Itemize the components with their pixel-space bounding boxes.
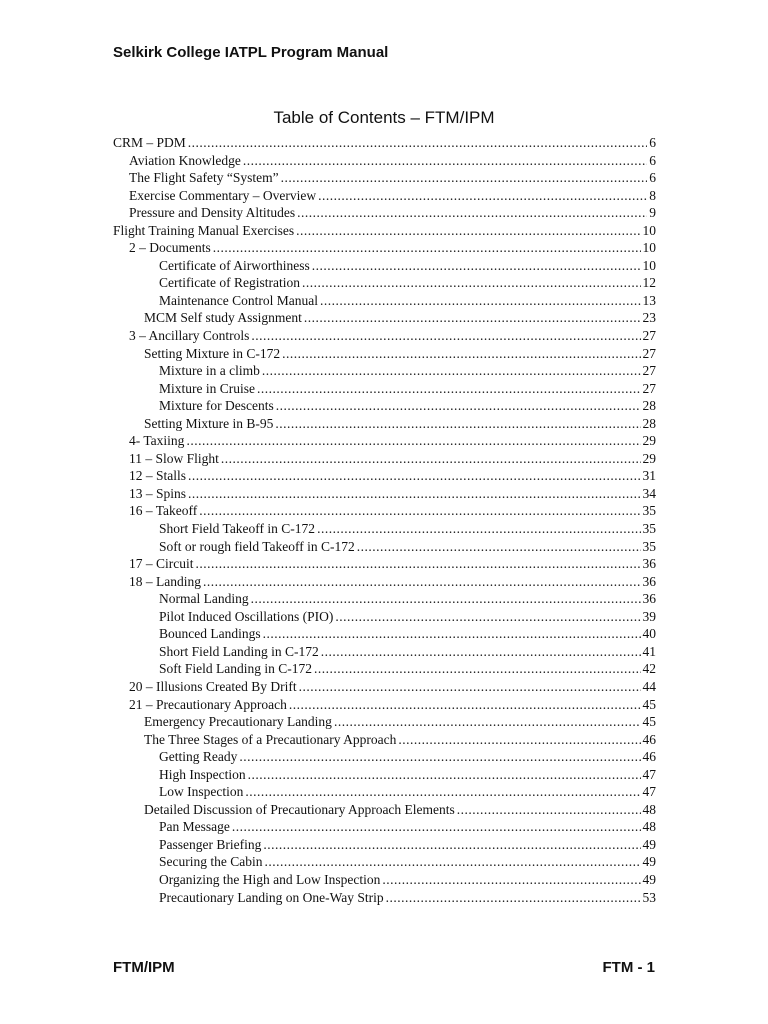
toc-entry[interactable] [113, 397, 656, 415]
dot-leader [275, 415, 640, 433]
dot-leader [320, 292, 641, 310]
toc-entry-label: The Flight Safety “System” [129, 170, 279, 186]
toc-entry-label: 20 – Illusions Created By Drift [129, 678, 297, 694]
dot-leader [321, 643, 641, 661]
toc-entry-page: 45 [642, 714, 656, 730]
toc-entry[interactable] [113, 538, 656, 556]
dot-leader [203, 573, 641, 591]
toc-entry-page: 46 [642, 749, 656, 765]
toc-entry[interactable] [113, 678, 656, 696]
dot-leader [312, 257, 641, 275]
toc-entry[interactable] [113, 204, 656, 222]
dot-leader [251, 327, 640, 345]
toc-entry-label: Normal Landing [159, 591, 249, 607]
toc-entry-label: Setting Mixture in C-172 [144, 345, 281, 361]
toc-entry-label: 12 – Stalls [129, 468, 187, 484]
toc-entry[interactable] [113, 660, 656, 678]
dot-leader [232, 818, 641, 836]
dot-leader [276, 397, 641, 415]
toc-entry-label: Getting Ready [159, 749, 238, 765]
toc-entry[interactable] [113, 362, 656, 380]
toc-entry-label: Mixture in Cruise [159, 380, 255, 396]
toc-entry[interactable] [113, 608, 656, 626]
toc-entry-label: Precautionary Landing on One-Way Strip [159, 889, 384, 905]
toc-entry[interactable] [113, 801, 656, 819]
dot-leader [199, 502, 640, 520]
toc-entry-page: 42 [642, 661, 656, 677]
toc-entry-label: 4- Taxiing [129, 433, 185, 449]
dot-leader [245, 783, 640, 801]
toc-entry-page: 48 [642, 801, 656, 817]
toc-entry-page: 45 [642, 696, 656, 712]
dot-leader [188, 134, 647, 152]
toc-entry[interactable] [113, 467, 656, 485]
toc-entry-label: Bounced Landings [159, 626, 261, 642]
dot-leader [302, 274, 641, 292]
dot-leader [317, 520, 640, 538]
toc-entry-label: Detailed Discussion of Precautionary Approach Elements [144, 801, 455, 817]
toc-entry-page: 36 [642, 591, 656, 607]
dot-leader [263, 625, 641, 643]
toc-entry[interactable] [113, 187, 656, 205]
toc-entry-page: 6 [649, 170, 656, 186]
toc-entry-label: Exercise Commentary – Overview [129, 187, 317, 203]
toc-entry-label: 3 – Ancillary Controls [129, 328, 250, 344]
dot-leader [382, 871, 640, 889]
toc-entry[interactable] [113, 731, 656, 749]
toc-entry[interactable] [113, 871, 656, 889]
toc-entry-label: Setting Mixture in B-95 [144, 415, 274, 431]
toc-entry-label: Organizing the High and Low Inspection [159, 871, 381, 887]
toc-entry[interactable] [113, 257, 656, 275]
dot-leader [314, 660, 641, 678]
toc-entry[interactable] [113, 309, 656, 327]
toc-entry-page: 46 [642, 731, 656, 747]
toc-entry-label: Soft Field Landing in C-172 [159, 661, 312, 677]
toc-entry-label: 16 – Takeoff [129, 503, 198, 519]
toc-entry-label: Pressure and Density Altitudes [129, 205, 296, 221]
toc-entry[interactable] [113, 713, 656, 731]
toc-entry-page: 49 [642, 871, 656, 887]
toc-entry-page: 39 [642, 608, 656, 624]
toc-entry-label: Emergency Precautionary Landing [144, 714, 332, 730]
page-title: Table of Contents – FTM/IPM [273, 108, 495, 127]
dot-leader [263, 836, 640, 854]
toc-entry[interactable] [113, 555, 656, 573]
toc-entry-label: 18 – Landing [129, 573, 201, 589]
dot-leader [239, 748, 640, 766]
toc-entry-page: 29 [642, 450, 656, 466]
dot-leader [251, 590, 641, 608]
dot-leader [243, 152, 647, 170]
toc-entry-label: 2 – Documents [129, 240, 211, 256]
dot-leader [357, 538, 641, 556]
toc-entry[interactable] [113, 520, 656, 538]
toc-entry[interactable] [113, 502, 656, 520]
toc-entry[interactable] [113, 748, 656, 766]
toc-entry-page: 10 [642, 257, 656, 273]
toc-entry[interactable] [113, 450, 656, 468]
toc-entry-page: 28 [642, 415, 656, 431]
dot-leader [398, 731, 640, 749]
toc-entry-label: Certificate of Airworthiness [159, 257, 310, 273]
toc-entry-page: 28 [642, 398, 656, 414]
toc-entry-page: 41 [642, 643, 656, 659]
toc-entry-label: MCM Self study Assignment [144, 310, 302, 326]
toc-entry[interactable] [113, 783, 656, 801]
toc-entry[interactable] [113, 836, 656, 854]
toc-entry[interactable] [113, 573, 656, 591]
toc-entry-page: 13 [642, 292, 656, 308]
dot-leader [289, 696, 641, 714]
table-of-contents [113, 134, 656, 906]
dot-leader [386, 889, 641, 907]
toc-entry-page: 27 [642, 345, 656, 361]
dot-leader [264, 853, 640, 871]
toc-entry[interactable] [113, 696, 656, 714]
dot-leader [304, 309, 641, 327]
toc-entry-label: 11 – Slow Flight [129, 450, 219, 466]
toc-entry-page: 29 [642, 433, 656, 449]
toc-entry[interactable] [113, 853, 656, 871]
toc-entry[interactable] [113, 889, 656, 907]
dot-leader [318, 187, 647, 205]
toc-entry[interactable] [113, 818, 656, 836]
toc-entry[interactable] [113, 134, 656, 152]
dot-leader [282, 345, 640, 363]
toc-entry-page: 6 [649, 152, 656, 168]
toc-entry[interactable] [113, 485, 656, 503]
toc-entry-label: Certificate of Registration [159, 275, 300, 291]
dot-leader [213, 239, 641, 257]
toc-entry-label: 17 – Circuit [129, 556, 194, 572]
toc-entry-label: Pan Message [159, 819, 230, 835]
toc-entry[interactable] [113, 222, 656, 240]
toc-entry-page: 49 [642, 854, 656, 870]
running-header: Selkirk College IATPL Program Manual [113, 44, 389, 61]
toc-entry-label: Securing the Cabin [159, 854, 263, 870]
toc-entry-page: 47 [642, 766, 656, 782]
toc-entry-page: 27 [642, 380, 656, 396]
dot-leader [281, 169, 648, 187]
toc-entry-label: 21 – Precautionary Approach [129, 696, 287, 712]
toc-entry-label: The Three Stages of a Precautionary Approach [144, 731, 397, 747]
toc-entry[interactable] [113, 152, 656, 170]
toc-entry-label: Passenger Briefing [159, 836, 262, 852]
toc-entry-page: 35 [642, 521, 656, 537]
dot-leader [457, 801, 641, 819]
toc-entry-page: 31 [642, 468, 656, 484]
dot-leader [296, 222, 640, 240]
toc-entry[interactable] [113, 766, 656, 784]
toc-entry-page: 9 [649, 205, 656, 221]
toc-entry-label: Aviation Knowledge [129, 152, 241, 168]
toc-entry-label: CRM – PDM [113, 135, 186, 150]
toc-entry-page: 35 [642, 538, 656, 554]
toc-entry[interactable] [113, 239, 656, 257]
toc-entry-page: 6 [649, 135, 656, 150]
toc-entry[interactable] [113, 292, 656, 310]
toc-entry-page: 34 [642, 485, 656, 501]
dot-leader [196, 555, 641, 573]
toc-entry-label: Low Inspection [159, 784, 244, 800]
toc-entry-label: Pilot Induced Oscillations (PIO) [159, 608, 334, 624]
toc-entry-label: 13 – Spins [129, 485, 187, 501]
dot-leader [248, 766, 641, 784]
dot-leader [221, 450, 641, 468]
toc-entry[interactable] [113, 625, 656, 643]
toc-entry-page: 27 [642, 328, 656, 344]
toc-entry[interactable] [113, 169, 656, 187]
dot-leader [335, 608, 640, 626]
toc-entry[interactable] [113, 415, 656, 433]
footer-left: FTM/IPM [113, 959, 175, 976]
toc-entry-label: Mixture in a climb [159, 363, 260, 379]
toc-entry-page: 53 [642, 889, 656, 905]
toc-entry[interactable] [113, 327, 656, 345]
toc-entry-label: Mixture for Descents [159, 398, 274, 414]
toc-entry-page: 10 [642, 222, 656, 238]
toc-entry[interactable] [113, 380, 656, 398]
toc-entry-label: Maintenance Control Manual [159, 292, 318, 308]
dot-leader [299, 678, 641, 696]
toc-entry-label: Soft or rough field Takeoff in C-172 [159, 538, 355, 554]
toc-entry-page: 49 [642, 836, 656, 852]
toc-entry-page: 23 [642, 310, 656, 326]
dot-leader [334, 713, 641, 731]
toc-entry-label: Flight Training Manual Exercises [113, 222, 295, 238]
toc-entry[interactable] [113, 274, 656, 292]
toc-entry-page: 40 [642, 626, 656, 642]
dot-leader [186, 432, 640, 450]
toc-entry-label: Short Field Landing in C-172 [159, 643, 319, 659]
toc-entry-page: 35 [642, 503, 656, 519]
dot-leader [262, 362, 641, 380]
toc-entry[interactable] [113, 345, 656, 363]
toc-entry-page: 10 [642, 240, 656, 256]
toc-entry-page: 44 [642, 678, 656, 694]
toc-entry-page: 36 [642, 556, 656, 572]
dot-leader [297, 204, 647, 222]
dot-leader [188, 467, 640, 485]
toc-entry-label: Short Field Takeoff in C-172 [159, 521, 316, 537]
toc-entry-page: 47 [642, 784, 656, 800]
toc-entry[interactable] [113, 432, 656, 450]
dot-leader [257, 380, 641, 398]
toc-entry-page: 27 [642, 363, 656, 379]
toc-entry-page: 12 [642, 275, 656, 291]
toc-entry-label: High Inspection [159, 766, 246, 782]
toc-entry-page: 48 [642, 819, 656, 835]
toc-entry[interactable] [113, 643, 656, 661]
dot-leader [188, 485, 640, 503]
toc-entry[interactable] [113, 590, 656, 608]
toc-entry-page: 8 [649, 187, 656, 203]
toc-entry-page: 36 [642, 573, 656, 589]
footer-page-number: FTM - 1 [602, 959, 655, 976]
